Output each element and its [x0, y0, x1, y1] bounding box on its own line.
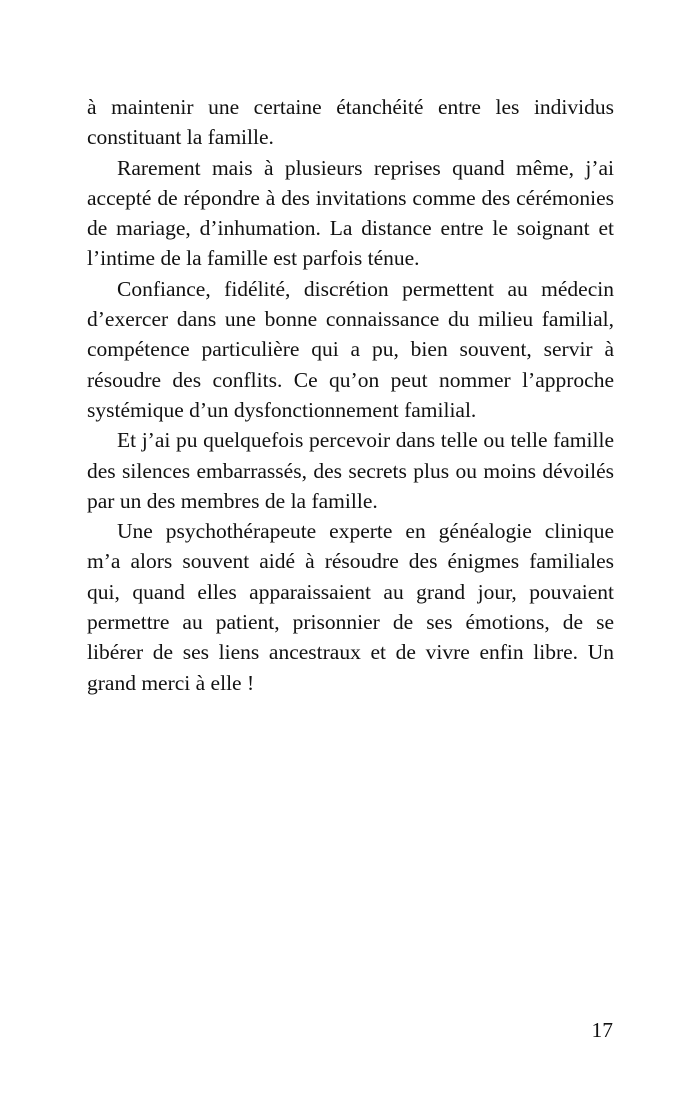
paragraph-psychotherapist: Une psychothérapeute experte en généalogie clinique m’a alors souvent aidé à résoudre des énigmes familiales qui, quand elles apparaissaient au grand jour, pouvaient permettre au patient, prisonnier de ses émotions, de se libérer de ses liens ancestraux et de vivre enfin libre. Un grand merci à elle !: [87, 519, 614, 695]
body-text: [87, 92, 614, 698]
paragraph-continuation: à maintenir une certaine étanchéité entre les individus constituant la famille.: [87, 95, 614, 150]
paragraph-invitations: Rarement mais à plusieurs reprises quand même, j’ai accepté de répondre à des invitations comme des cérémonies de mariage, d’inhumation. La distance entre le soignant et l’intime de la famille est parfois ténue.: [87, 155, 614, 271]
paragraph-confidence: Confiance, fidélité, discrétion permettent au médecin d’exercer dans une bonne connaissance du milieu familial, compétence particulière qui a pu, bien souvent, servir à résoudre des conflits. Ce qu’on peut nommer l’approche systémique d’un dysfonctionnement familial.: [87, 276, 614, 422]
page-number: 17: [591, 1018, 613, 1042]
paragraph-family-secrets: Et j’ai pu quelquefois percevoir dans telle ou telle famille des silences embarrassés, des secrets plus ou moins dévoilés par un des membres de la famille.: [87, 428, 614, 513]
